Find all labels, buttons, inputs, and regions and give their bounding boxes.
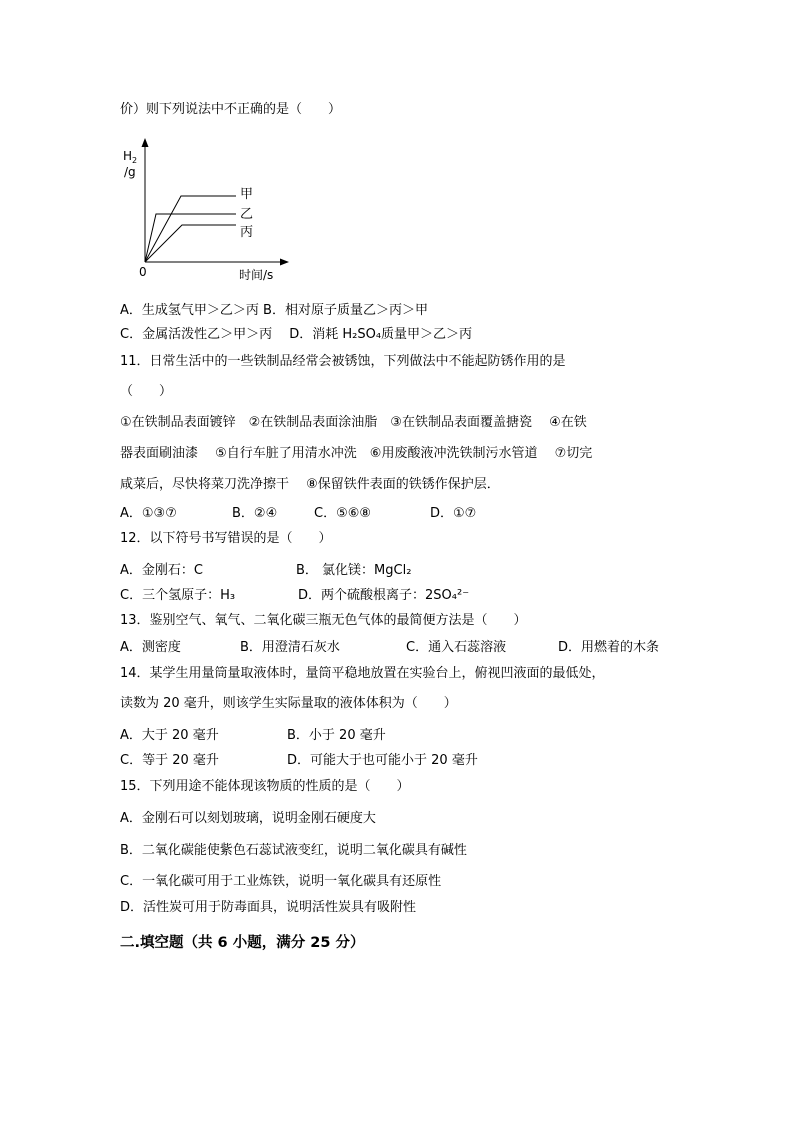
question-11-option-a: A．①③⑦ (120, 506, 177, 521)
question-10-options-row2: C．金属活泼性乙＞甲＞丙 D．消耗 H₂SO₄质量甲＞乙＞丙 (120, 327, 473, 342)
section-2-heading: 二.填空题（共 6 小题，满分 25 分） (120, 935, 365, 951)
y-axis-arrow (142, 138, 149, 147)
question-14-stem-line1: 14．某学生用量筒量取液体时，量筒平稳地放置在实验台上，俯视凹液面的最低处， (120, 666, 605, 681)
question-12-option-c: C．三个氢原子：H₃ (120, 588, 236, 603)
question-11-stem: 11．日常生活中的一些铁制品经常会被锈蚀，下列做法中不能起防锈作用的是 (120, 354, 566, 369)
question-11-option-c: C．⑤⑥⑧ (314, 506, 372, 521)
question-14-stem-line2: 读数为 20 毫升，则该学生实际量取的液体体积为（ ） (120, 696, 457, 711)
question-14-option-b: B．小于 20 毫升 (287, 728, 386, 743)
x-axis-label: 时间/s (239, 268, 274, 282)
question-10-options-row1: A．生成氢气甲＞乙＞丙 B．相对原子质量乙＞丙＞甲 (120, 303, 428, 318)
question-14-option-d: D．可能大于也可能小于 20 毫升 (287, 753, 478, 768)
question-13-stem: 13．鉴别空气、氧气、二氧化碳三瓶无色气体的最简便方法是（ ） (120, 613, 527, 628)
question-13-option-d: D．用燃着的木条 (558, 640, 660, 655)
question-15-option-a: A．金刚石可以刻划玻璃，说明金刚石硬度大 (120, 811, 376, 826)
x-axis-arrow (280, 259, 289, 266)
question-15-option-d: D．活性炭可用于防毒面具，说明活性炭具有吸附性 (120, 900, 417, 915)
question-11-option-d: D．①⑦ (430, 506, 477, 521)
curve-yi (145, 214, 236, 262)
y-axis-label: $H_2$ (123, 149, 138, 165)
question-15-option-c: C．一氧化碳可用于工业炼铁，说明一氧化碳具有还原性 (120, 874, 442, 889)
question-12-option-a: A．金刚石：C (120, 563, 203, 578)
question-11-line2: 器表面刷油漆 ⑤自行车脏了用清水冲洗 ⑥用废酸液冲洗铁制污水管道 ⑦切完 (120, 446, 593, 461)
curve-label-bing: 丙 (240, 225, 254, 240)
y-axis-unit: /g (124, 165, 136, 179)
question-13-option-c: C．通入石蕊溶液 (406, 640, 507, 655)
question-12-option-d: D．两个硫酸根离子：2SO₄²⁻ (298, 588, 470, 603)
curve-label-yi: 乙 (240, 207, 254, 222)
question-10-stem: 价）则下列说法中不正确的是（ ） (120, 102, 342, 117)
question-11-line3: 咸菜后，尽快将菜刀洗净擦干 ⑧保留铁件表面的铁锈作保护层． (120, 477, 500, 492)
question-11-paren: （ ） (120, 384, 173, 399)
question-15-option-b: B．二氧化碳能使紫色石蕊试液变红，说明二氧化碳具有碱性 (120, 843, 467, 858)
curve-jia (145, 196, 236, 262)
question-15-stem: 15．下列用途不能体现该物质的性质的是（ ） (120, 779, 410, 794)
question-14-option-c: C．等于 20 毫升 (120, 753, 219, 768)
question-12-option-b: B． 氯化镁：MgCl₂ (296, 563, 412, 578)
origin-label: 0 (139, 265, 147, 279)
question-12-stem: 12．以下符号书写错误的是（ ） (120, 531, 332, 546)
curve-bing (145, 225, 236, 262)
question-13-option-b: B．用澄清石灰水 (240, 640, 340, 655)
question-14-option-a: A．大于 20 毫升 (120, 728, 219, 743)
question-13-option-a: A．测密度 (120, 640, 181, 655)
question-11-line1: ①在铁制品表面镀锌 ②在铁制品表面涂油脂 ③在铁制品表面覆盖搪瓷 ④在铁 (120, 415, 587, 430)
question-11-option-b: B．②④ (232, 506, 278, 521)
curve-label-jia: 甲 (240, 187, 254, 202)
